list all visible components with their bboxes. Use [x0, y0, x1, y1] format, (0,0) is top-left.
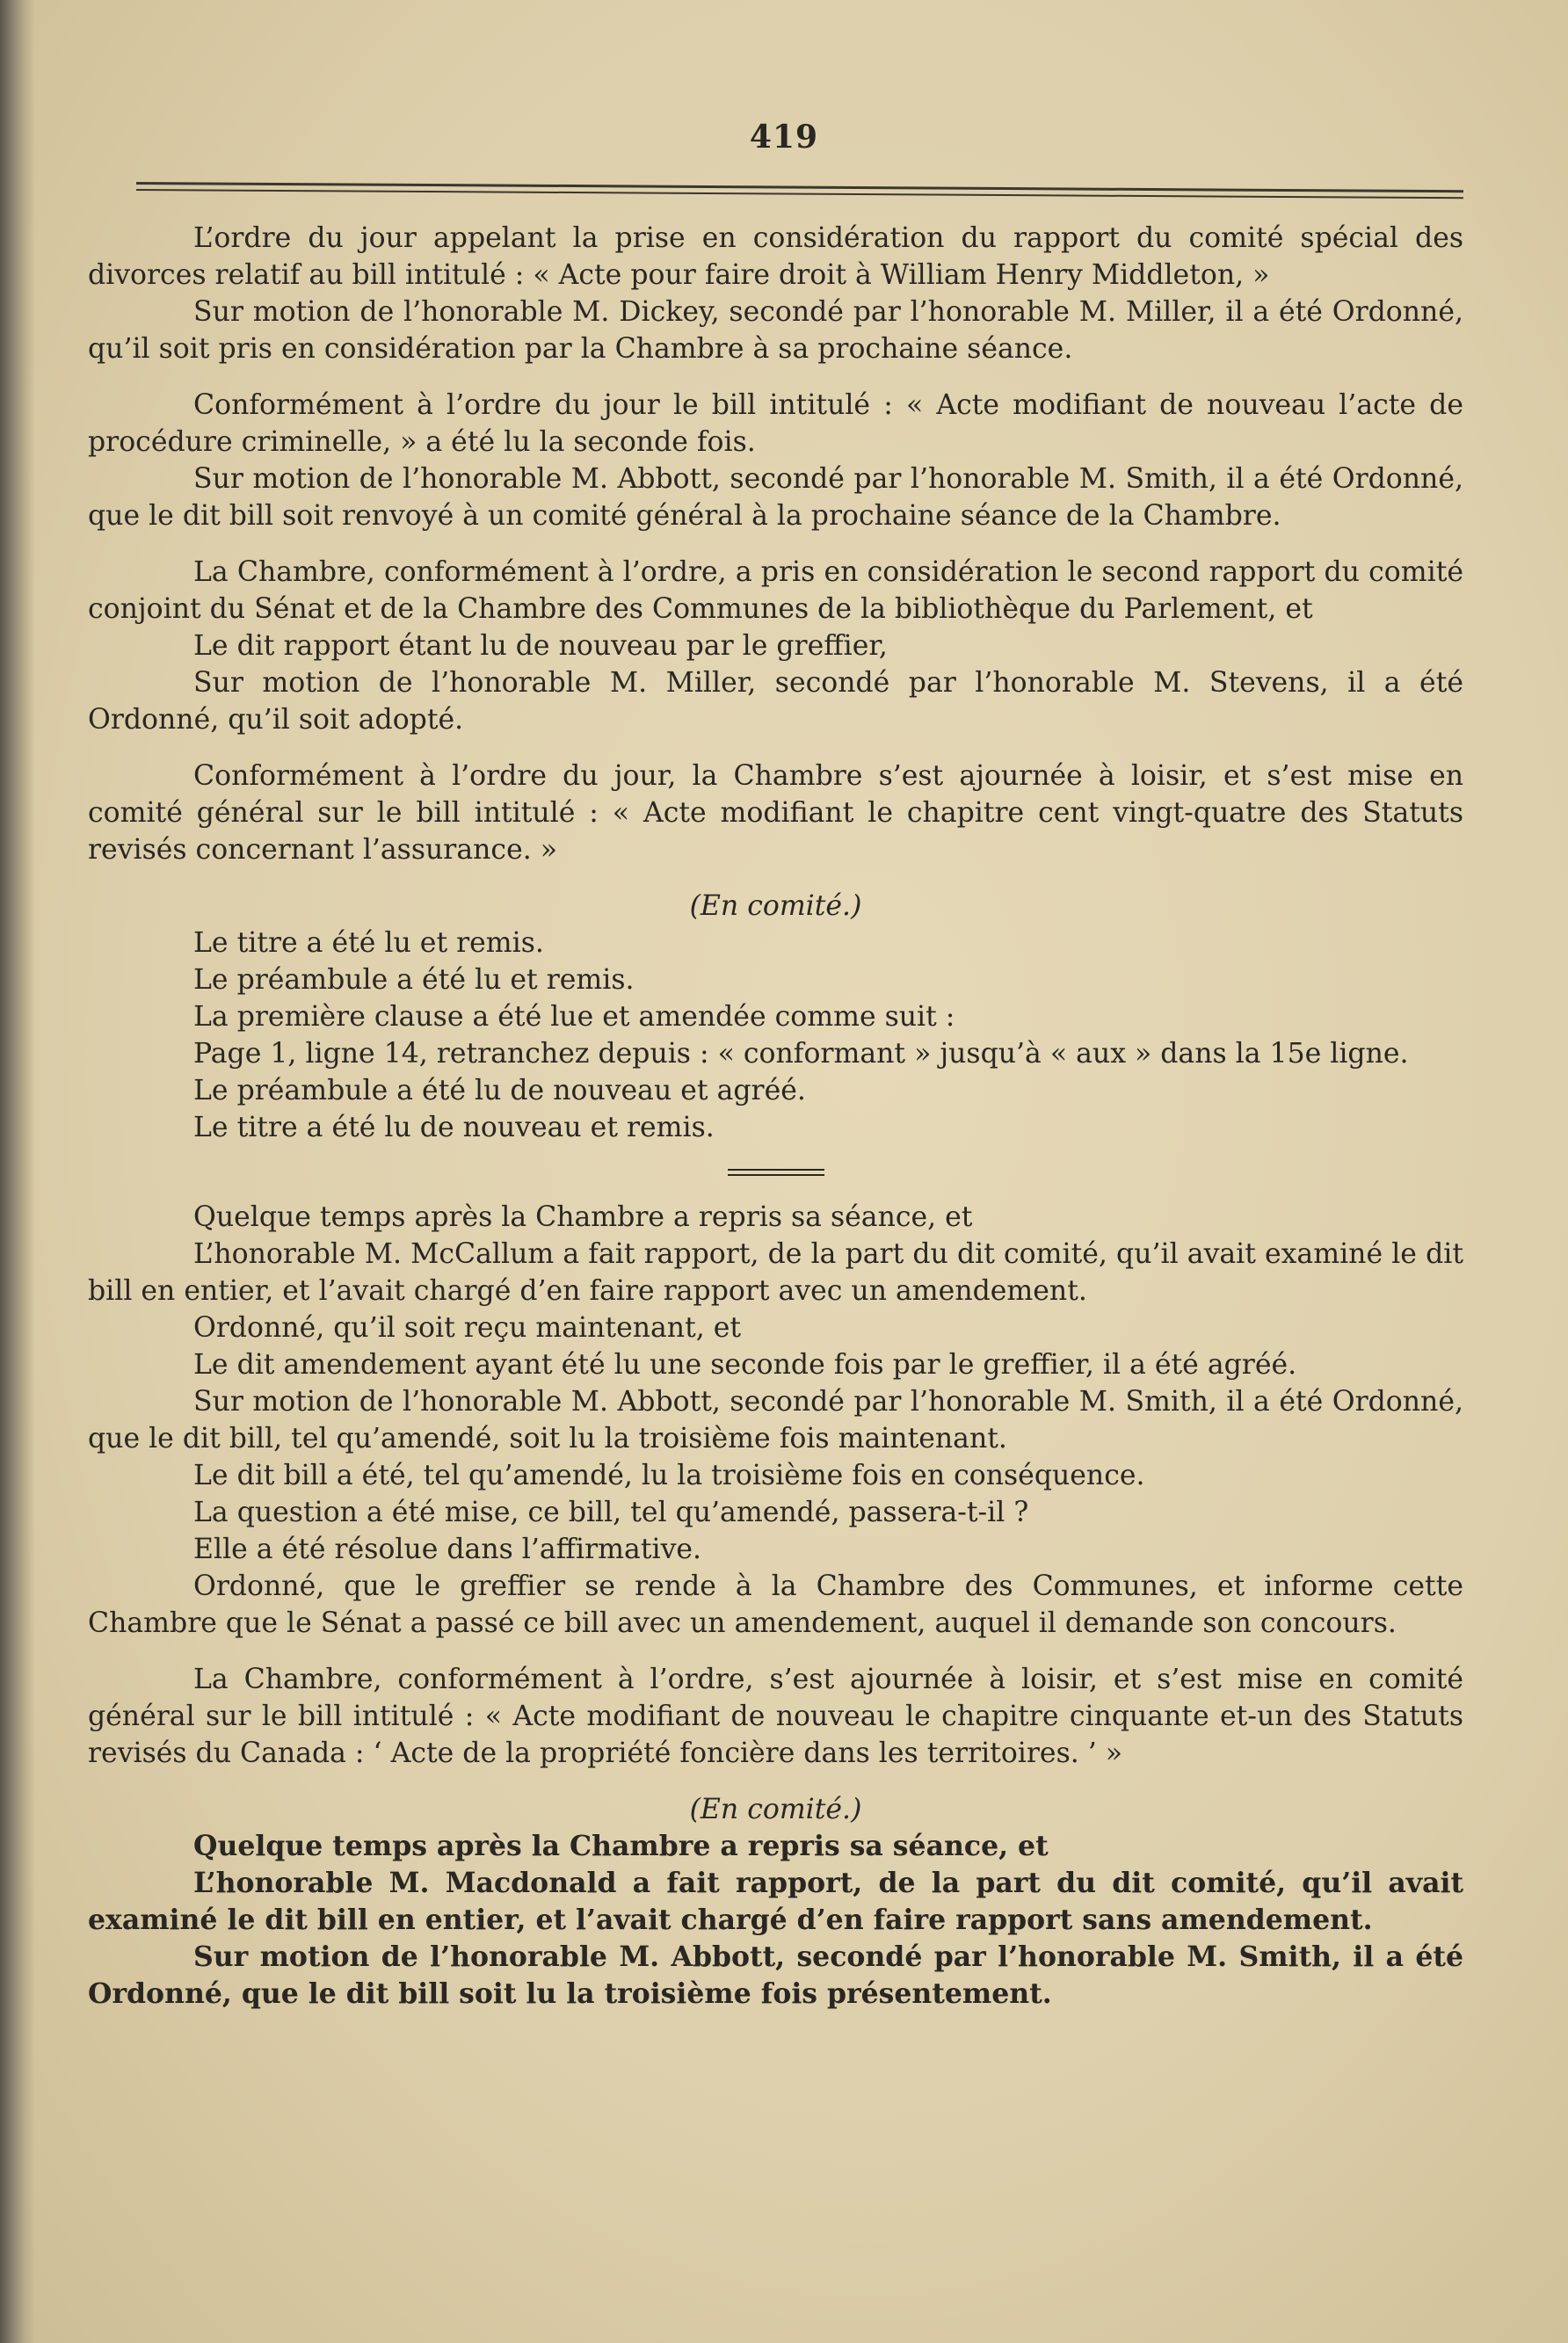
- paragraph: Quelque temps après la Chambre a repris sa séance, et: [193, 1830, 1049, 1862]
- paragraph: Ordonné, que le greffier se rende à la Chambre des Communes, et informe cette Chambre que le Sénat a passé ce bill avec un amendement, auquel il demande son concours.: [88, 1570, 1463, 1639]
- paragraph: Quelque temps après la Chambre a repris sa séance, et: [193, 1201, 973, 1233]
- paragraph: Sur motion de l’honorable M. Dickey, secondé par l’honorable M. Miller, il a été Ordonné, qu’il soit pris en considération par la Chambre à sa prochaine séance.: [88, 296, 1463, 365]
- paragraph: La Chambre, conformément à l’ordre, a pris en considération le second rapport du comité conjoint du Sénat et de la Chambre des Communes de la bibliothèque du Parlement, et: [88, 556, 1463, 625]
- journal-text: [88, 220, 1463, 2013]
- in-committee-heading: (En comité.): [689, 1794, 862, 1825]
- paragraph: Page 1, ligne 14, retranchez depuis : « conformant » jusqu’à « aux » dans la 15e ligne.: [193, 1038, 1409, 1070]
- paragraph: Conformément à l’ordre du jour le bill intitulé : « Acte modifiant de nouveau l’acte de procédure criminelle, » a été lu la seconde fois.: [88, 389, 1463, 458]
- paragraph: L’honorable M. McCallum a fait rapport, de la part du dit comité, qu’il avait examiné le dit bill en entier, et l’avait chargé d’en faire rapport avec un amendement.: [88, 1238, 1463, 1307]
- paragraph: Le préambule a été lu de nouveau et agréé.: [193, 1075, 806, 1106]
- page-number: 419: [749, 119, 819, 156]
- paragraph: La Chambre, conformément à l’ordre, s’est ajournée à loisir, et s’est mise en comité général sur le bill intitulé : « Acte modifiant de nouveau le chapitre cinquante et-un des Statuts revisés du Canada : ‘ Acte de la propriété foncière dans les territoires. ’ »: [88, 1664, 1463, 1769]
- paragraph: Sur motion de l’honorable M. Abbott, secondé par l’honorable M. Smith, il a été Ordonné, que le dit bill soit renvoyé à un comité général à la prochaine séance de la Chambre.: [88, 463, 1463, 532]
- paragraph: La première clause a été lue et amendée comme suit :: [193, 1001, 955, 1033]
- paragraph: L’ordre du jour appelant la prise en considération du rapport du comité spécial des divorces relatif au bill intitulé : « Acte pour faire droit à William Henry Middleton, »: [88, 222, 1463, 291]
- paragraph: Ordonné, qu’il soit reçu maintenant, et: [193, 1312, 742, 1344]
- paragraph: Le titre a été lu de nouveau et remis.: [193, 1112, 715, 1143]
- header-rule: [136, 182, 1463, 199]
- section-separator: [728, 1169, 824, 1176]
- paragraph: Elle a été résolue dans l’affirmative.: [193, 1534, 702, 1565]
- paragraph: La question a été mise, ce bill, tel qu’amendé, passera-t-il ?: [193, 1497, 1029, 1528]
- paragraph: Le dit amendement ayant été lu une seconde fois par le greffier, il a été agréé.: [193, 1349, 1297, 1381]
- book-binding-shadow: [0, 0, 35, 2343]
- paragraph: L’honorable M. Macdonald a fait rapport, de la part du dit comité, qu’il avait examiné le dit bill en entier, et l’avait chargé d’en faire rapport sans amendement.: [88, 1867, 1463, 1936]
- paragraph: Conformément à l’ordre du jour, la Chambre s’est ajournée à loisir, et s’est mise en comité général sur le bill intitulé : « Acte modifiant le chapitre cent vingt-quatre des Statuts revisés concernant l’assurance. »: [88, 760, 1463, 866]
- paragraph: Le titre a été lu et remis.: [193, 927, 544, 959]
- paragraph: Le préambule a été lu et remis.: [193, 964, 635, 996]
- paragraph: Le dit rapport étant lu de nouveau par le greffier,: [193, 630, 888, 662]
- in-committee-heading: (En comité.): [689, 890, 862, 922]
- paragraph: Sur motion de l’honorable M. Abbott, secondé par l’honorable M. Smith, il a été Ordonné, que le dit bill, tel qu’amendé, soit lu la troisième fois maintenant.: [88, 1386, 1463, 1454]
- paragraph: Sur motion de l’honorable M. Abbott, secondé par l’honorable M. Smith, il a été Ordonné, que le dit bill soit lu la troisième fois présentement.: [88, 1940, 1463, 2010]
- paragraph: Sur motion de l’honorable M. Miller, secondé par l’honorable M. Stevens, il a été Ordonné, qu’il soit adopté.: [88, 667, 1463, 736]
- paragraph: Le dit bill a été, tel qu’amendé, lu la troisième fois en conséquence.: [193, 1460, 1145, 1491]
